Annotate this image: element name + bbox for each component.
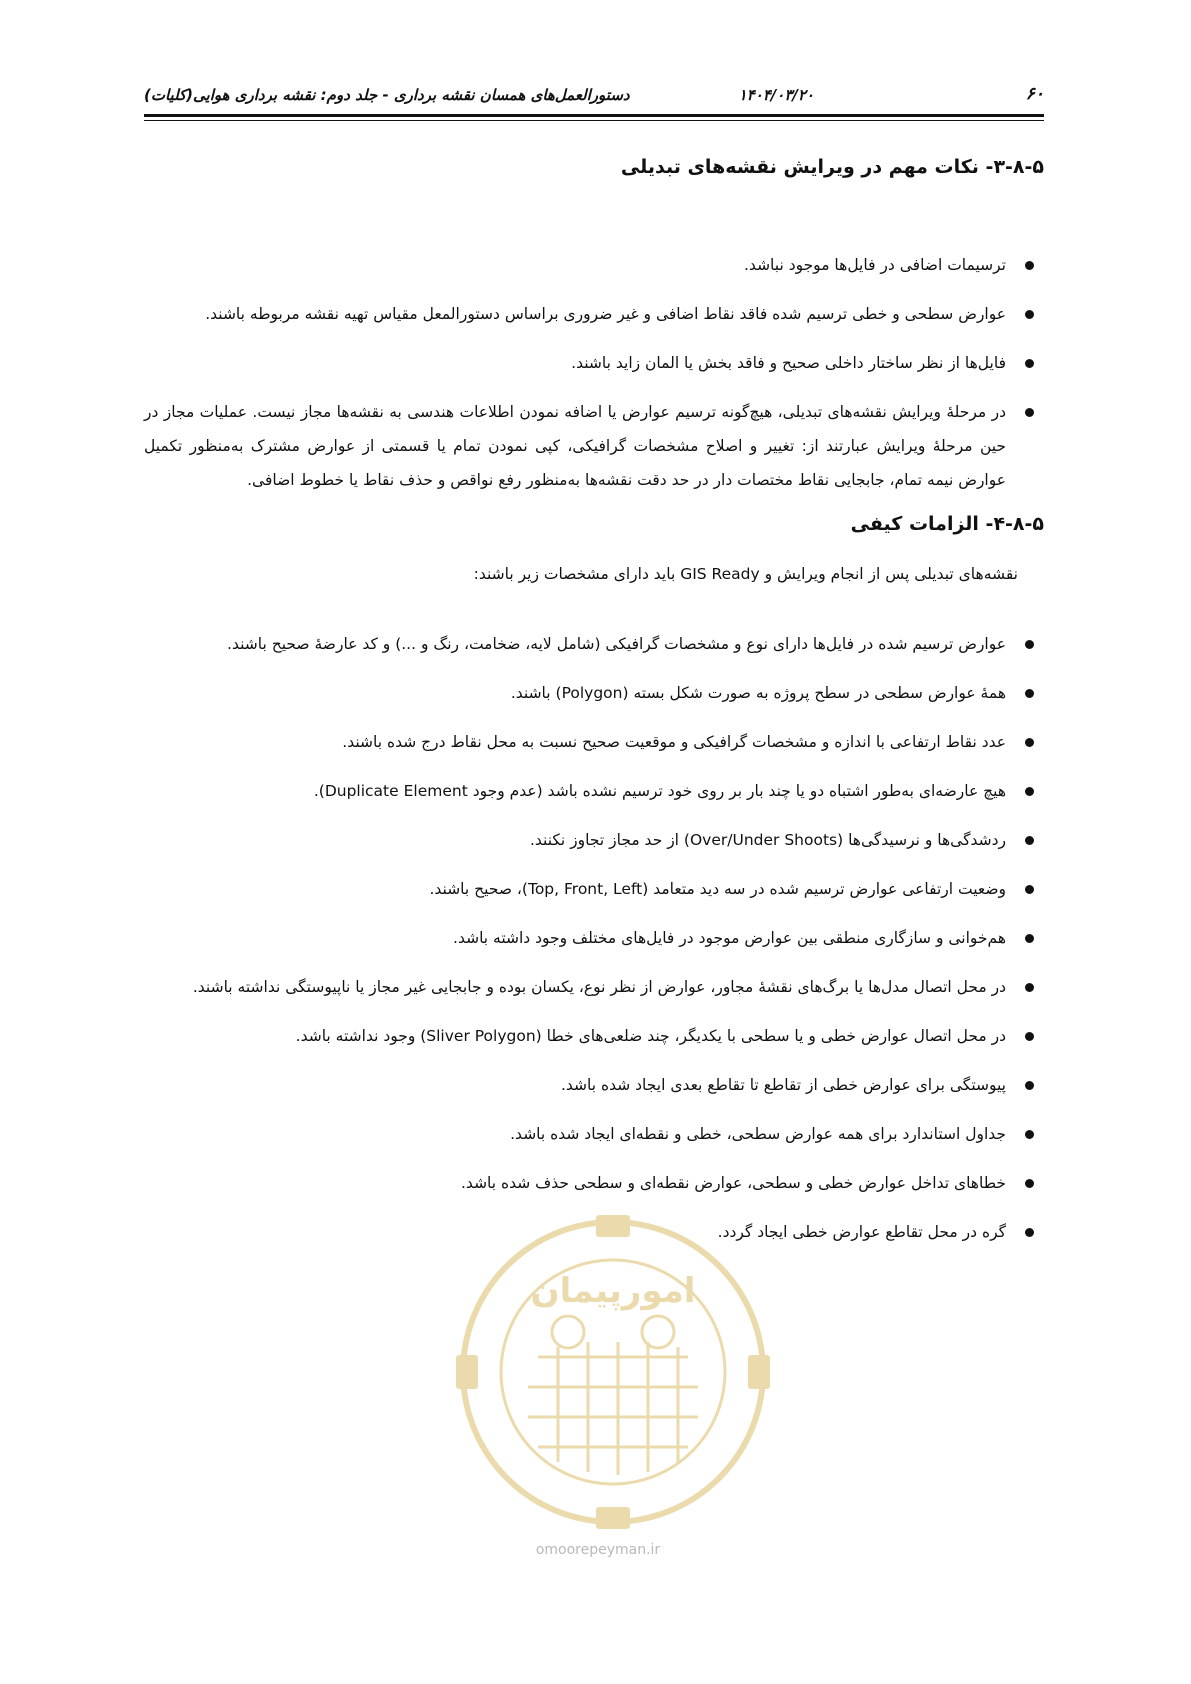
list-item: در محل اتصال مدل‌ها یا برگ‌های نقشهٔ مجاور، عوارض از نظر نوع، یکسان بوده و جابجایی غیر مجاز یا ناپیوستگی نداشته باشند. <box>144 970 1044 1004</box>
list-item: پیوستگی برای عوارض خطی از تقاطع تا تقاطع بعدی ایجاد شده باشد. <box>144 1068 1044 1102</box>
list-item: عوارض سطحی و خطی ترسیم شده فاقد نقاط اضافی و غیر ضروری براساس دستورالمعل مقیاس تهیه نقشه مربوطه باشند. <box>144 297 1044 331</box>
list-item: وضعیت ارتفاعی عوارض ترسیم شده در سه دید متعامد (Top, Front, Left)، صحیح باشند. <box>144 872 1044 906</box>
list-item: همهٔ عوارض سطحی در سطح پروژه به صورت شکل بسته (Polygon) باشند. <box>144 676 1044 710</box>
list-item: فایل‌ها از نظر ساختار داخلی صحیح و فاقد بخش یا المان زاید باشند. <box>144 346 1044 380</box>
list-item: گره در محل تقاطع عوارض خطی ایجاد گردد. <box>144 1215 1044 1249</box>
list-item: ترسیمات اضافی در فایل‌ها موجود نباشد. <box>144 248 1044 282</box>
list-item: هیچ عارضه‌ای به‌طور اشتباه دو یا چند بار بر روی خود ترسیم نشده باشد (عدم وجود Duplicate Element). <box>144 774 1044 808</box>
bullet-icon <box>1025 640 1034 649</box>
watermark-site: omoorepeyman.ir <box>535 1542 661 1558</box>
section-intro: نقشه‌های تبدیلی پس از انجام ویرایش و GIS Ready باید دارای مشخصات زیر باشند: <box>473 565 1018 583</box>
bullet-icon <box>1025 408 1034 417</box>
bullet-icon <box>1025 885 1034 894</box>
list-item: در مرحلهٔ ویرایش نقشه‌های تبدیلی، هیچ‌گونه ترسیم عوارض یا اضافه نمودن اطلاعات هندسی به نقشه‌ها مجاز نیست. عملیات مجاز در حین مرحلهٔ ویرایش عبارتند از: تغییر و اصلاح مشخصات گرافیکی، کپی نمودن تمام یا قسمتی از عوارض مشترک به‌منظور تکمیل عوارض نیمه تمام، جابجایی نقاط مختصات دار در حد دقت نقشه‌ها به‌منظور رفع نواقص و حذف نقاط یا خطوط اضافی. <box>144 395 1044 497</box>
header-rule-thick <box>144 114 1044 117</box>
page-header <box>144 78 1044 114</box>
bullet-icon <box>1025 689 1034 698</box>
list-item: عوارض ترسیم شده در فایل‌ها دارای نوع و مشخصات گرافیکی (شامل لایه، ضخامت، رنگ و ...) و کد عارضهٔ صحیح باشند. <box>144 627 1044 661</box>
bullet-icon <box>1025 983 1034 992</box>
watermark-seal-text: امورپیمان <box>530 1271 696 1311</box>
list-item: عدد نقاط ارتفاعی با اندازه و مشخصات گرافیکی و موقعیت صحیح نسبت به محل نقاط درج شده باشند. <box>144 725 1044 759</box>
header-rule-thin <box>144 120 1044 121</box>
page-number: ۶۰ <box>1025 84 1044 104</box>
bullet-icon <box>1025 787 1034 796</box>
header-title: دستورالعمل‌های همسان نقشه برداری - جلد دوم: نقشه برداری هوایی(کلیات) <box>144 86 630 104</box>
bullet-icon <box>1025 310 1034 319</box>
section-heading-quality: ۴-۸-۵- الزامات کیفی <box>850 513 1044 535</box>
section-heading-editing: ۳-۸-۵- نکات مهم در ویرایش نقشه‌های تبدیلی <box>620 156 1044 178</box>
page-content <box>144 150 1044 1264</box>
bullet-icon <box>1025 836 1034 845</box>
bullet-icon <box>1025 1179 1034 1188</box>
bullet-icon <box>1025 261 1034 270</box>
bullet-icon <box>1025 1081 1034 1090</box>
bullet-icon <box>1025 359 1034 368</box>
bullet-icon <box>1025 1130 1034 1139</box>
list-item: ردشدگی‌ها و نرسیدگی‌ها (Over/Under Shoots) از حد مجاز تجاوز نکنند. <box>144 823 1044 857</box>
bullet-icon <box>1025 934 1034 943</box>
quality-requirements-list <box>144 627 1044 1249</box>
list-item: جداول استاندارد برای همه عوارض سطحی، خطی و نقطه‌ای ایجاد شده باشد. <box>144 1117 1044 1151</box>
bullet-icon <box>1025 1228 1034 1237</box>
list-item: هم‌خوانی و سازگاری منطقی بین عوارض موجود در فایل‌های مختلف وجود داشته باشد. <box>144 921 1044 955</box>
editing-notes-list <box>144 248 1044 497</box>
header-date: ۱۴۰۴/۰۳/۲۰ <box>738 86 814 104</box>
list-item: خطاهای تداخل عوارض خطی و سطحی، عوارض نقطه‌ای و سطحی حذف شده باشد. <box>144 1166 1044 1200</box>
bullet-icon <box>1025 738 1034 747</box>
list-item: در محل اتصال عوارض خطی و یا سطحی با یکدیگر، چند ضلعی‌های خطا (Sliver Polygon) وجود نداشته باشد. <box>144 1019 1044 1053</box>
bullet-icon <box>1025 1032 1034 1041</box>
